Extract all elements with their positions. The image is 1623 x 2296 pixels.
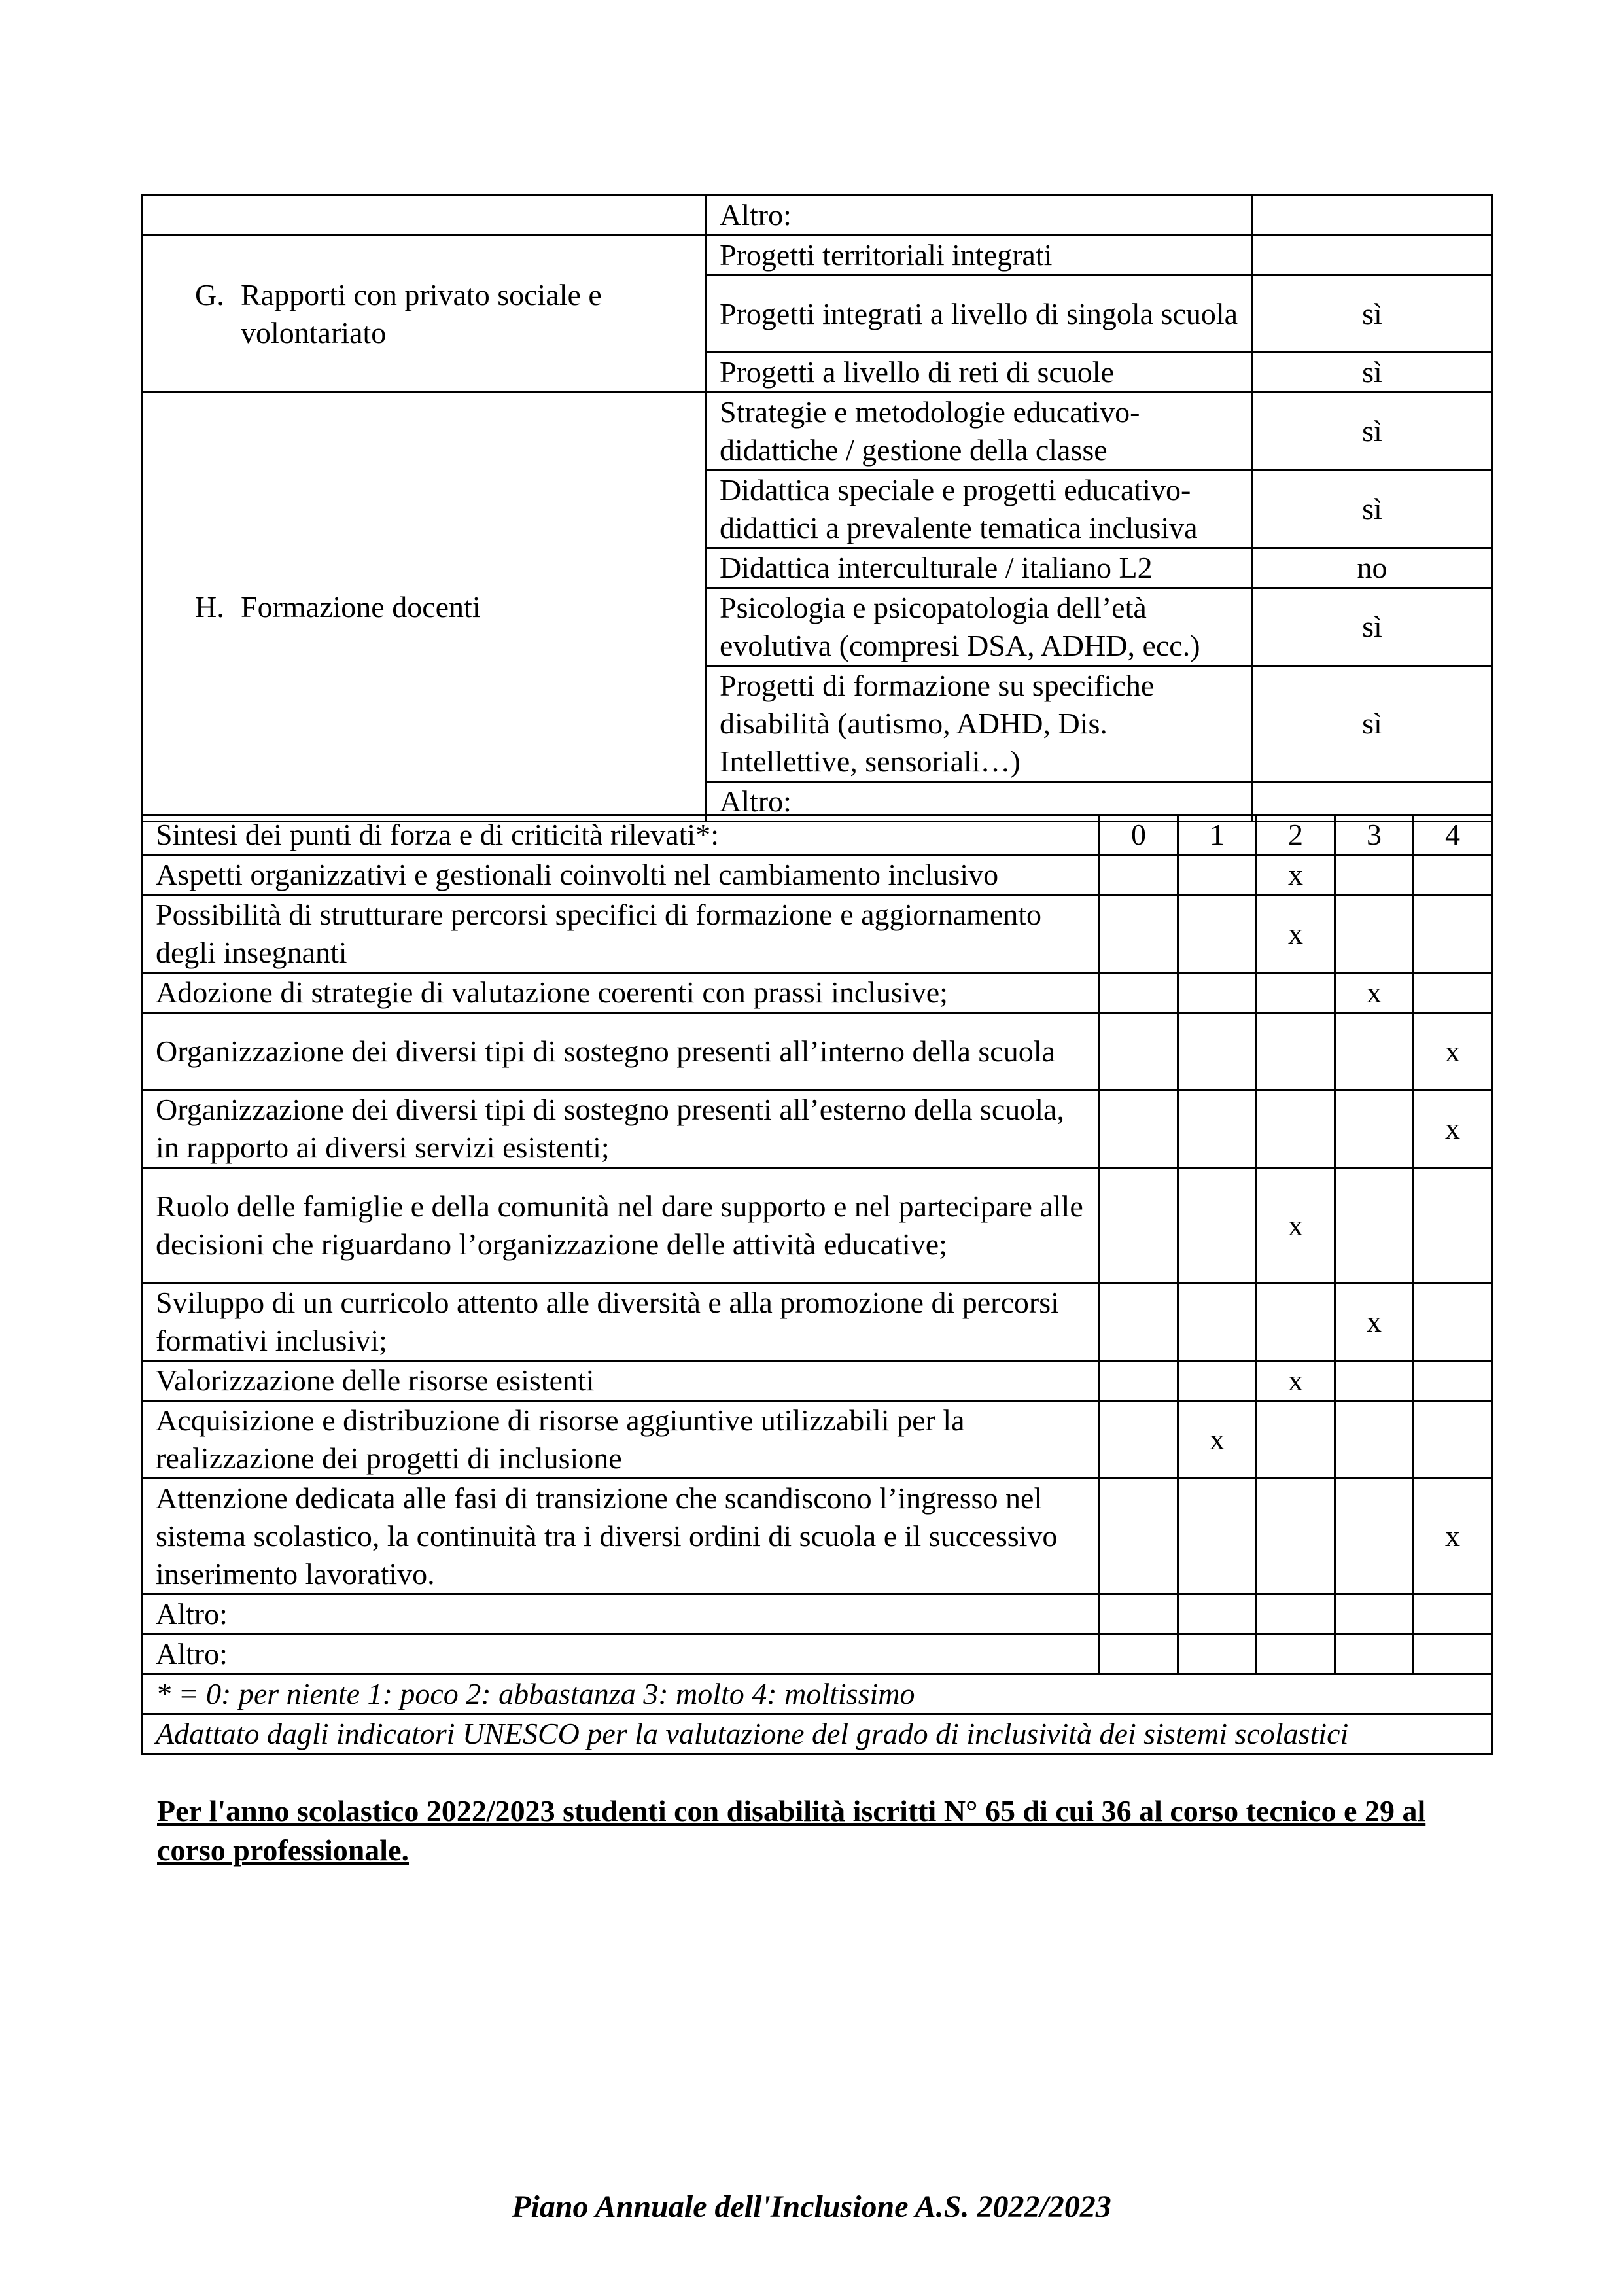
rating-cell	[1414, 1634, 1492, 1674]
criterion-cell: Aspetti organizzativi e gestionali coinvolti nel cambiamento inclusivo	[142, 855, 1100, 895]
rating-cell	[1257, 1090, 1335, 1168]
item-cell: Progetti di formazione su specifiche disabilità (autismo, ADHD, Dis. Intellettive, sensoriali…)	[706, 666, 1253, 782]
table-row	[142, 1090, 1492, 1168]
section-letter: H.	[195, 590, 224, 624]
summary-rows	[142, 855, 1492, 1674]
section-title: Formazione docenti	[241, 590, 481, 624]
scale-header: 4	[1414, 815, 1492, 855]
rating-cell	[1257, 1595, 1335, 1634]
criterion-cell: Organizzazione dei diversi tipi di sostegno presenti all’interno della scuola	[142, 1013, 1100, 1090]
source-row	[142, 1714, 1492, 1754]
criterion-cell: Acquisizione e distribuzione di risorse aggiuntive utilizzabili per la realizzazione dei progetti di inclusione	[142, 1401, 1100, 1479]
rating-cell	[1100, 1013, 1178, 1090]
rating-cell	[1257, 973, 1335, 1013]
table-row	[142, 1283, 1492, 1361]
enrollment-note: Per l'anno scolastico 2022/2023 studenti con disabilità iscritti N° 65 di cui 36 al corso tecnico e 29 al corso professionale.	[157, 1794, 1426, 1867]
rating-cell	[1100, 1090, 1178, 1168]
item-cell: Strategie e metodologie educativo-didattiche / gestione della classe	[706, 393, 1253, 470]
rating-cell: x	[1257, 1361, 1335, 1401]
rating-cell	[1257, 1401, 1335, 1479]
value-cell: sì	[1253, 393, 1492, 470]
item-cell: Altro:	[706, 196, 1253, 236]
page-footer: Piano Annuale dell'Inclusione A.S. 2022/2023	[512, 2189, 1111, 2224]
rating-cell	[1335, 1361, 1414, 1401]
scale-header: 2	[1257, 815, 1335, 855]
rating-cell: x	[1257, 855, 1335, 895]
criterion-cell: Organizzazione dei diversi tipi di sostegno presenti all’esterno della scuola, in rapporto ai diversi servizi esistenti;	[142, 1090, 1100, 1168]
rating-cell	[1335, 1168, 1414, 1283]
rating-cell	[1414, 855, 1492, 895]
item-cell: Progetti integrati a livello di singola scuola	[706, 275, 1253, 353]
resources-table	[141, 194, 1493, 822]
scale-header: 0	[1100, 815, 1178, 855]
criterion-cell: Sviluppo di un curricolo attento alle diversità e alla promozione di percorsi formativi inclusivi;	[142, 1283, 1100, 1361]
item-cell: Psicologia e psicopatologia dell’età evolutiva (compresi DSA, ADHD, ecc.)	[706, 588, 1253, 666]
value-cell: sì	[1253, 353, 1492, 393]
rating-cell	[1178, 1013, 1257, 1090]
legend-row	[142, 1674, 1492, 1714]
rating-cell	[1414, 1401, 1492, 1479]
value-cell: sì	[1253, 666, 1492, 782]
rating-cell	[1178, 855, 1257, 895]
rating-cell: x	[1257, 895, 1335, 973]
criterion-cell: Possibilità di strutturare percorsi specifici di formazione e aggiornamento degli insegnanti	[142, 895, 1100, 973]
rating-cell	[1257, 1634, 1335, 1674]
item-cell: Altro:	[706, 782, 1253, 822]
item-cell: Progetti territoriali integrati	[706, 236, 1253, 275]
value-cell: sì	[1253, 470, 1492, 548]
rating-cell	[1335, 855, 1414, 895]
rating-cell	[1335, 1634, 1414, 1674]
table-row	[142, 196, 1492, 236]
rating-cell	[1335, 1479, 1414, 1595]
table-row	[142, 393, 1492, 470]
rating-cell	[1335, 895, 1414, 973]
table-row	[142, 1401, 1492, 1479]
rating-cell	[1178, 895, 1257, 973]
section-letter: G.	[195, 277, 224, 311]
rating-cell	[1100, 855, 1178, 895]
criterion-cell: Altro:	[142, 1634, 1100, 1674]
table-row	[142, 1634, 1492, 1674]
criterion-cell: Ruolo delle famiglie e della comunità nel dare supporto e nel partecipare alle decisioni che riguardano l’organizzazione delle attività educative;	[142, 1168, 1100, 1283]
rating-cell: x	[1414, 1090, 1492, 1168]
rating-cell	[1100, 1401, 1178, 1479]
item-cell: Progetti a livello di reti di scuole	[706, 353, 1253, 393]
table-row	[142, 1168, 1492, 1283]
section-g-label	[142, 236, 706, 393]
value-cell	[1253, 196, 1492, 236]
rating-cell	[1178, 1283, 1257, 1361]
scale-header: 1	[1178, 815, 1257, 855]
rating-cell	[1100, 1361, 1178, 1401]
section-title: Rapporti con privato sociale e volontariato	[241, 277, 602, 349]
rating-cell	[1178, 1168, 1257, 1283]
scale-legend: * = 0: per niente 1: poco 2: abbastanza 3: molto 4: moltissimo	[142, 1674, 1492, 1714]
scale-header: 3	[1335, 815, 1414, 855]
rating-cell	[1414, 973, 1492, 1013]
table-row	[142, 855, 1492, 895]
item-cell: Didattica speciale e progetti educativo-didattici a prevalente tematica inclusiva	[706, 470, 1253, 548]
rating-cell: x	[1257, 1168, 1335, 1283]
criterion-cell: Valorizzazione delle risorse esistenti	[142, 1361, 1100, 1401]
item-cell: Didattica interculturale / italiano L2	[706, 548, 1253, 588]
table-row	[142, 1595, 1492, 1634]
rating-cell	[1100, 1479, 1178, 1595]
rating-cell	[1178, 973, 1257, 1013]
rating-cell	[1178, 1479, 1257, 1595]
rating-cell	[1100, 1595, 1178, 1634]
rating-cell: x	[1178, 1401, 1257, 1479]
summary-table	[141, 814, 1493, 1755]
rating-cell	[1178, 1595, 1257, 1634]
rating-cell	[1414, 1361, 1492, 1401]
summary-header-row	[142, 815, 1492, 855]
value-cell: sì	[1253, 588, 1492, 666]
value-cell: sì	[1253, 275, 1492, 353]
rating-cell	[1257, 1479, 1335, 1595]
rating-cell	[1100, 1283, 1178, 1361]
table-row	[142, 236, 1492, 275]
criterion-cell: Attenzione dedicata alle fasi di transizione che scandiscono l’ingresso nel sistema scolastico, la continuità tra i diversi ordini di scuola e il successivo inserimento lavorativo.	[142, 1479, 1100, 1595]
rating-cell	[1178, 1090, 1257, 1168]
table-row	[142, 1479, 1492, 1595]
summary-header: Sintesi dei punti di forza e di criticità rilevati*:	[142, 815, 1100, 855]
rating-cell	[1178, 1361, 1257, 1401]
rating-cell	[1100, 1168, 1178, 1283]
rating-cell	[1178, 1634, 1257, 1674]
source-note: Adattato dagli indicatori UNESCO per la valutazione del grado di inclusività dei sistemi scolastici	[142, 1714, 1492, 1754]
criterion-cell: Altro:	[142, 1595, 1100, 1634]
criterion-cell: Adozione di strategie di valutazione coerenti con prassi inclusive;	[142, 973, 1100, 1013]
table-row	[142, 1361, 1492, 1401]
value-cell: no	[1253, 548, 1492, 588]
table-row	[142, 973, 1492, 1013]
rating-cell	[1100, 895, 1178, 973]
section-h-label	[142, 393, 706, 822]
table-row	[142, 1013, 1492, 1090]
rating-cell	[1100, 973, 1178, 1013]
rating-cell	[1335, 1595, 1414, 1634]
rating-cell	[1257, 1283, 1335, 1361]
table-row	[142, 895, 1492, 973]
rating-cell	[1414, 1168, 1492, 1283]
rating-cell: x	[1414, 1013, 1492, 1090]
rating-cell	[1335, 1401, 1414, 1479]
rating-cell	[1257, 1013, 1335, 1090]
rating-cell: x	[1335, 973, 1414, 1013]
rating-cell: x	[1335, 1283, 1414, 1361]
rating-cell	[1100, 1634, 1178, 1674]
empty-cell	[142, 196, 706, 236]
value-cell	[1253, 236, 1492, 275]
rating-cell	[1335, 1090, 1414, 1168]
rating-cell	[1335, 1013, 1414, 1090]
rating-cell	[1414, 1595, 1492, 1634]
rating-cell	[1414, 1283, 1492, 1361]
rating-cell	[1414, 895, 1492, 973]
rating-cell: x	[1414, 1479, 1492, 1595]
